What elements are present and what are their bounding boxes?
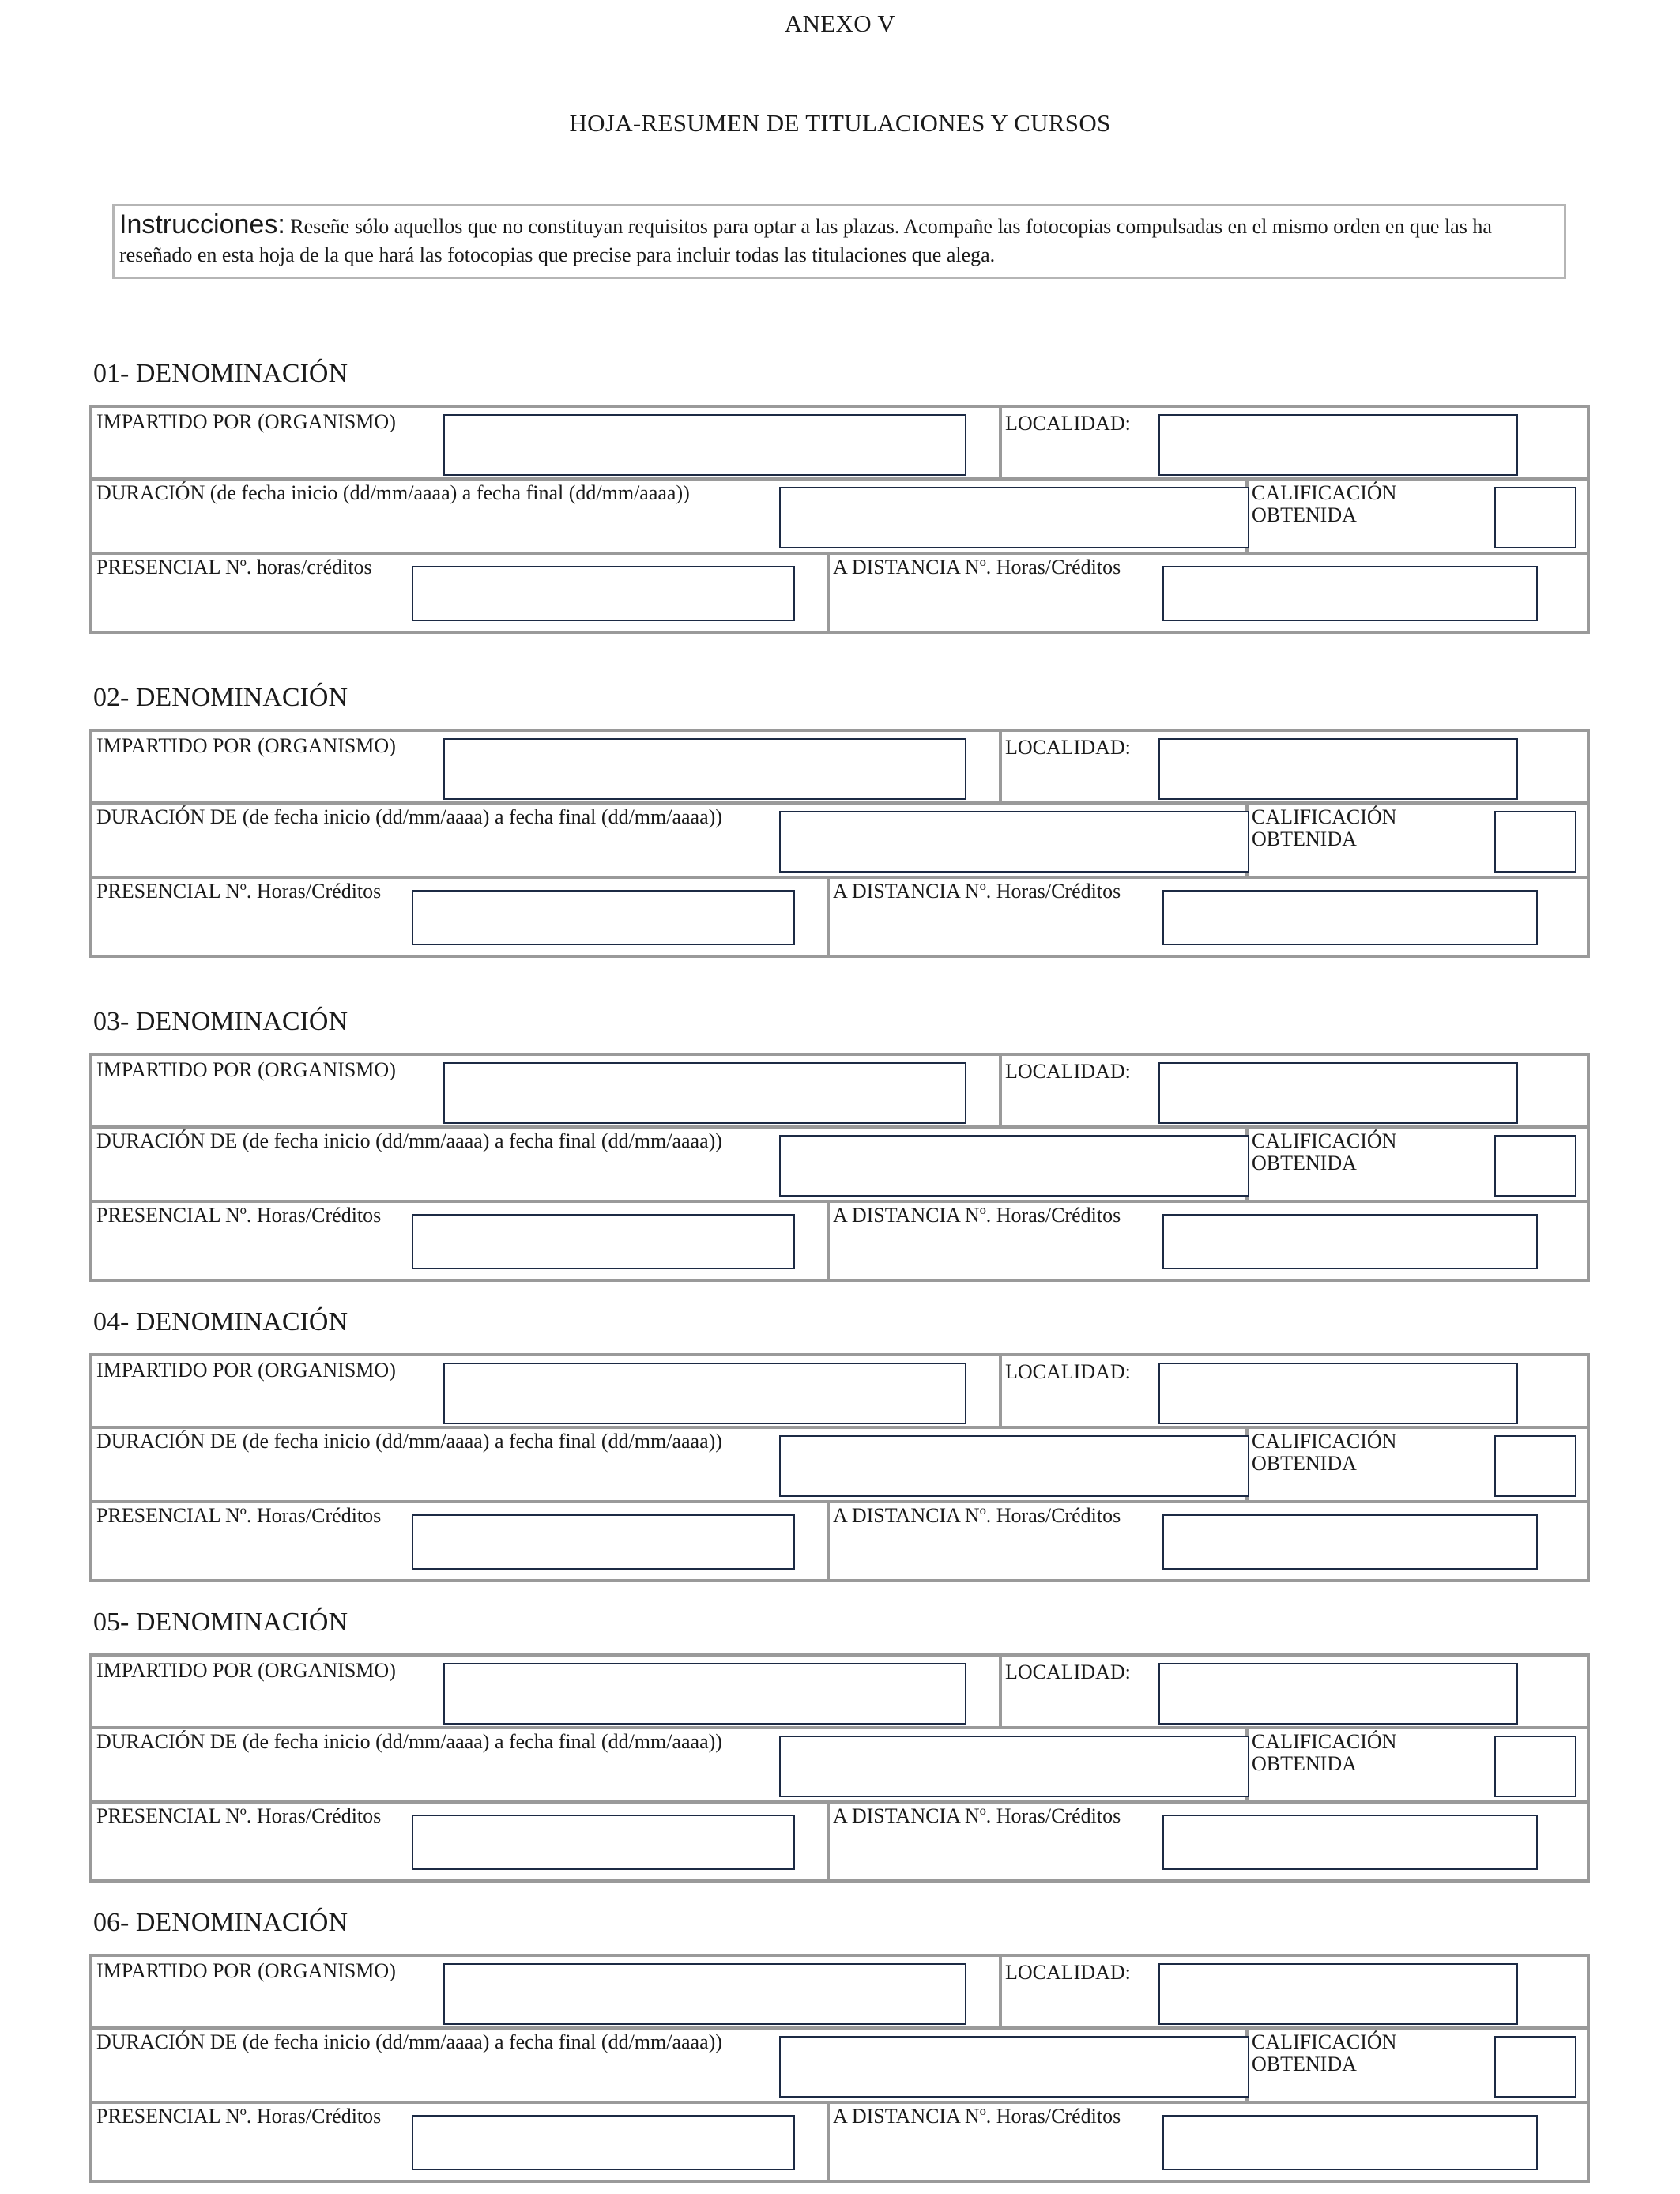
duracion-field[interactable] [779, 1135, 1249, 1197]
row-divider [92, 1800, 1587, 1804]
section-title: 01- DENOMINACIÓN [93, 359, 348, 388]
presencial-field[interactable] [412, 890, 795, 945]
distancia-field[interactable] [1162, 1214, 1538, 1269]
localidad-field[interactable] [1158, 414, 1518, 476]
presencial-field[interactable] [412, 1214, 795, 1269]
section-title: 06- DENOMINACIÓN [93, 1908, 348, 1937]
duracion-field[interactable] [779, 811, 1249, 873]
row-divider [92, 552, 1587, 555]
presencial-label: PRESENCIAL Nº. Horas/Créditos [96, 1504, 382, 1527]
presencial-label: PRESENCIAL Nº. Horas/Créditos [96, 1204, 382, 1227]
calificacion-label: CALIFICACIÓN [1252, 1730, 1397, 1753]
course-form [89, 729, 1590, 958]
localidad-field[interactable] [1158, 738, 1518, 800]
distancia-label: A DISTANCIA Nº. Horas/Créditos [833, 1204, 1121, 1227]
column-divider [999, 1056, 1002, 1125]
column-divider [999, 1356, 1002, 1426]
duracion-label: DURACIÓN DE (de fecha inicio (dd/mm/aaaa) a fecha final (dd/mm/aaaa)) [96, 1129, 722, 1152]
presencial-field[interactable] [412, 2115, 795, 2170]
instructions-lead: Instrucciones: [119, 209, 285, 239]
column-divider [827, 876, 830, 958]
duracion-field[interactable] [779, 1435, 1249, 1497]
row-divider [92, 1726, 1587, 1729]
organismo-field[interactable] [443, 1062, 966, 1124]
duracion-label: DURACIÓN DE (de fecha inicio (dd/mm/aaaa) a fecha final (dd/mm/aaaa)) [96, 805, 722, 828]
localidad-label: LOCALIDAD: [1005, 1060, 1131, 1083]
organismo-field[interactable] [443, 1963, 966, 2025]
obtenida-label: OBTENIDA [1252, 503, 1357, 526]
localidad-label: LOCALIDAD: [1005, 736, 1131, 759]
row-divider [92, 1125, 1587, 1129]
calificacion-label: CALIFICACIÓN [1252, 1129, 1397, 1152]
distancia-label: A DISTANCIA Nº. Horas/Créditos [833, 2105, 1121, 2128]
column-divider [999, 1657, 1002, 1726]
course-form [89, 1353, 1590, 1582]
calificacion-label: CALIFICACIÓN [1252, 481, 1397, 504]
calificacion-label: CALIFICACIÓN [1252, 805, 1397, 828]
impartido-label: IMPARTIDO POR (ORGANISMO) [96, 1659, 396, 1682]
obtenida-label: OBTENIDA [1252, 827, 1357, 850]
section-title: 04- DENOMINACIÓN [93, 1307, 348, 1336]
column-divider [999, 1957, 1002, 2026]
row-divider [92, 477, 1587, 481]
presencial-label: PRESENCIAL Nº. Horas/Créditos [96, 2105, 382, 2128]
organismo-field[interactable] [443, 414, 966, 476]
organismo-field[interactable] [443, 1663, 966, 1725]
presencial-field[interactable] [412, 566, 795, 621]
instructions-text: Reseñe sólo aquellos que no constituyan requisitos para optar a las plazas. Acompañe las fotocopias compulsadas en el mismo orden en que las ha reseñado en esta hoja de la que hará las fotocopias que precise para incluir todas las titulaciones que alega. [119, 215, 1492, 266]
column-divider [827, 2101, 830, 2183]
distancia-label: A DISTANCIA Nº. Horas/Créditos [833, 556, 1121, 579]
instructions-box [112, 204, 1566, 279]
row-divider [92, 1500, 1587, 1503]
calificacion-field[interactable] [1494, 1135, 1576, 1197]
duracion-field[interactable] [779, 487, 1249, 548]
column-divider [827, 552, 830, 634]
duracion-field[interactable] [779, 1736, 1249, 1797]
page-title: HOJA-RESUMEN DE TITULACIONES Y CURSOS [569, 109, 1111, 137]
localidad-label: LOCALIDAD: [1005, 1360, 1131, 1383]
calificacion-field[interactable] [1494, 811, 1576, 873]
section-title: 05- DENOMINACIÓN [93, 1608, 348, 1637]
column-divider [827, 1800, 830, 1883]
distancia-field[interactable] [1162, 2115, 1538, 2170]
column-divider [827, 1500, 830, 1582]
calificacion-field[interactable] [1494, 1736, 1576, 1797]
course-form [89, 1653, 1590, 1883]
obtenida-label: OBTENIDA [1252, 1752, 1357, 1775]
row-divider [92, 2101, 1587, 2104]
section-title: 03- DENOMINACIÓN [93, 1007, 348, 1036]
duracion-label: DURACIÓN (de fecha inicio (dd/mm/aaaa) a fecha final (dd/mm/aaaa)) [96, 481, 690, 504]
obtenida-label: OBTENIDA [1252, 2053, 1357, 2075]
calificacion-label: CALIFICACIÓN [1252, 1430, 1397, 1453]
column-divider [827, 1200, 830, 1282]
impartido-label: IMPARTIDO POR (ORGANISMO) [96, 410, 396, 433]
localidad-field[interactable] [1158, 1363, 1518, 1424]
duracion-label: DURACIÓN DE (de fecha inicio (dd/mm/aaaa) a fecha final (dd/mm/aaaa)) [96, 1430, 722, 1453]
localidad-label: LOCALIDAD: [1005, 1961, 1131, 1984]
impartido-label: IMPARTIDO POR (ORGANISMO) [96, 1359, 396, 1382]
calificacion-label: CALIFICACIÓN [1252, 2030, 1397, 2053]
calificacion-field[interactable] [1494, 1435, 1576, 1497]
presencial-field[interactable] [412, 1514, 795, 1570]
distancia-label: A DISTANCIA Nº. Horas/Créditos [833, 1504, 1121, 1527]
annex-heading: ANEXO V [784, 9, 896, 37]
distancia-field[interactable] [1162, 1514, 1538, 1570]
presencial-label: PRESENCIAL Nº. Horas/Créditos [96, 880, 382, 903]
calificacion-field[interactable] [1494, 2036, 1576, 2098]
presencial-field[interactable] [412, 1815, 795, 1870]
impartido-label: IMPARTIDO POR (ORGANISMO) [96, 1058, 396, 1081]
course-form [89, 1954, 1590, 2183]
duracion-label: DURACIÓN DE (de fecha inicio (dd/mm/aaaa) a fecha final (dd/mm/aaaa)) [96, 1730, 722, 1753]
distancia-label: A DISTANCIA Nº. Horas/Créditos [833, 1804, 1121, 1827]
column-divider [999, 732, 1002, 801]
obtenida-label: OBTENIDA [1252, 1152, 1357, 1174]
impartido-label: IMPARTIDO POR (ORGANISMO) [96, 1959, 396, 1982]
row-divider [92, 1426, 1587, 1429]
presencial-label: PRESENCIAL Nº. Horas/Créditos [96, 1804, 382, 1827]
course-form [89, 405, 1590, 634]
distancia-field[interactable] [1162, 1815, 1538, 1870]
localidad-label: LOCALIDAD: [1005, 412, 1131, 435]
duracion-label: DURACIÓN DE (de fecha inicio (dd/mm/aaaa) a fecha final (dd/mm/aaaa)) [96, 2030, 722, 2053]
row-divider [92, 876, 1587, 879]
distancia-field[interactable] [1162, 566, 1538, 621]
localidad-field[interactable] [1158, 1963, 1518, 2025]
localidad-field[interactable] [1158, 1663, 1518, 1725]
course-form [89, 1053, 1590, 1282]
column-divider [999, 408, 1002, 477]
duracion-field[interactable] [779, 2036, 1249, 2098]
section-title: 02- DENOMINACIÓN [93, 683, 348, 712]
localidad-label: LOCALIDAD: [1005, 1661, 1131, 1683]
calificacion-field[interactable] [1494, 487, 1576, 548]
organismo-field[interactable] [443, 1363, 966, 1424]
impartido-label: IMPARTIDO POR (ORGANISMO) [96, 734, 396, 757]
organismo-field[interactable] [443, 738, 966, 800]
obtenida-label: OBTENIDA [1252, 1452, 1357, 1475]
localidad-field[interactable] [1158, 1062, 1518, 1124]
distancia-label: A DISTANCIA Nº. Horas/Créditos [833, 880, 1121, 903]
presencial-label: PRESENCIAL Nº. horas/créditos [96, 556, 372, 579]
row-divider [92, 2026, 1587, 2030]
row-divider [92, 1200, 1587, 1203]
distancia-field[interactable] [1162, 890, 1538, 945]
row-divider [92, 801, 1587, 805]
